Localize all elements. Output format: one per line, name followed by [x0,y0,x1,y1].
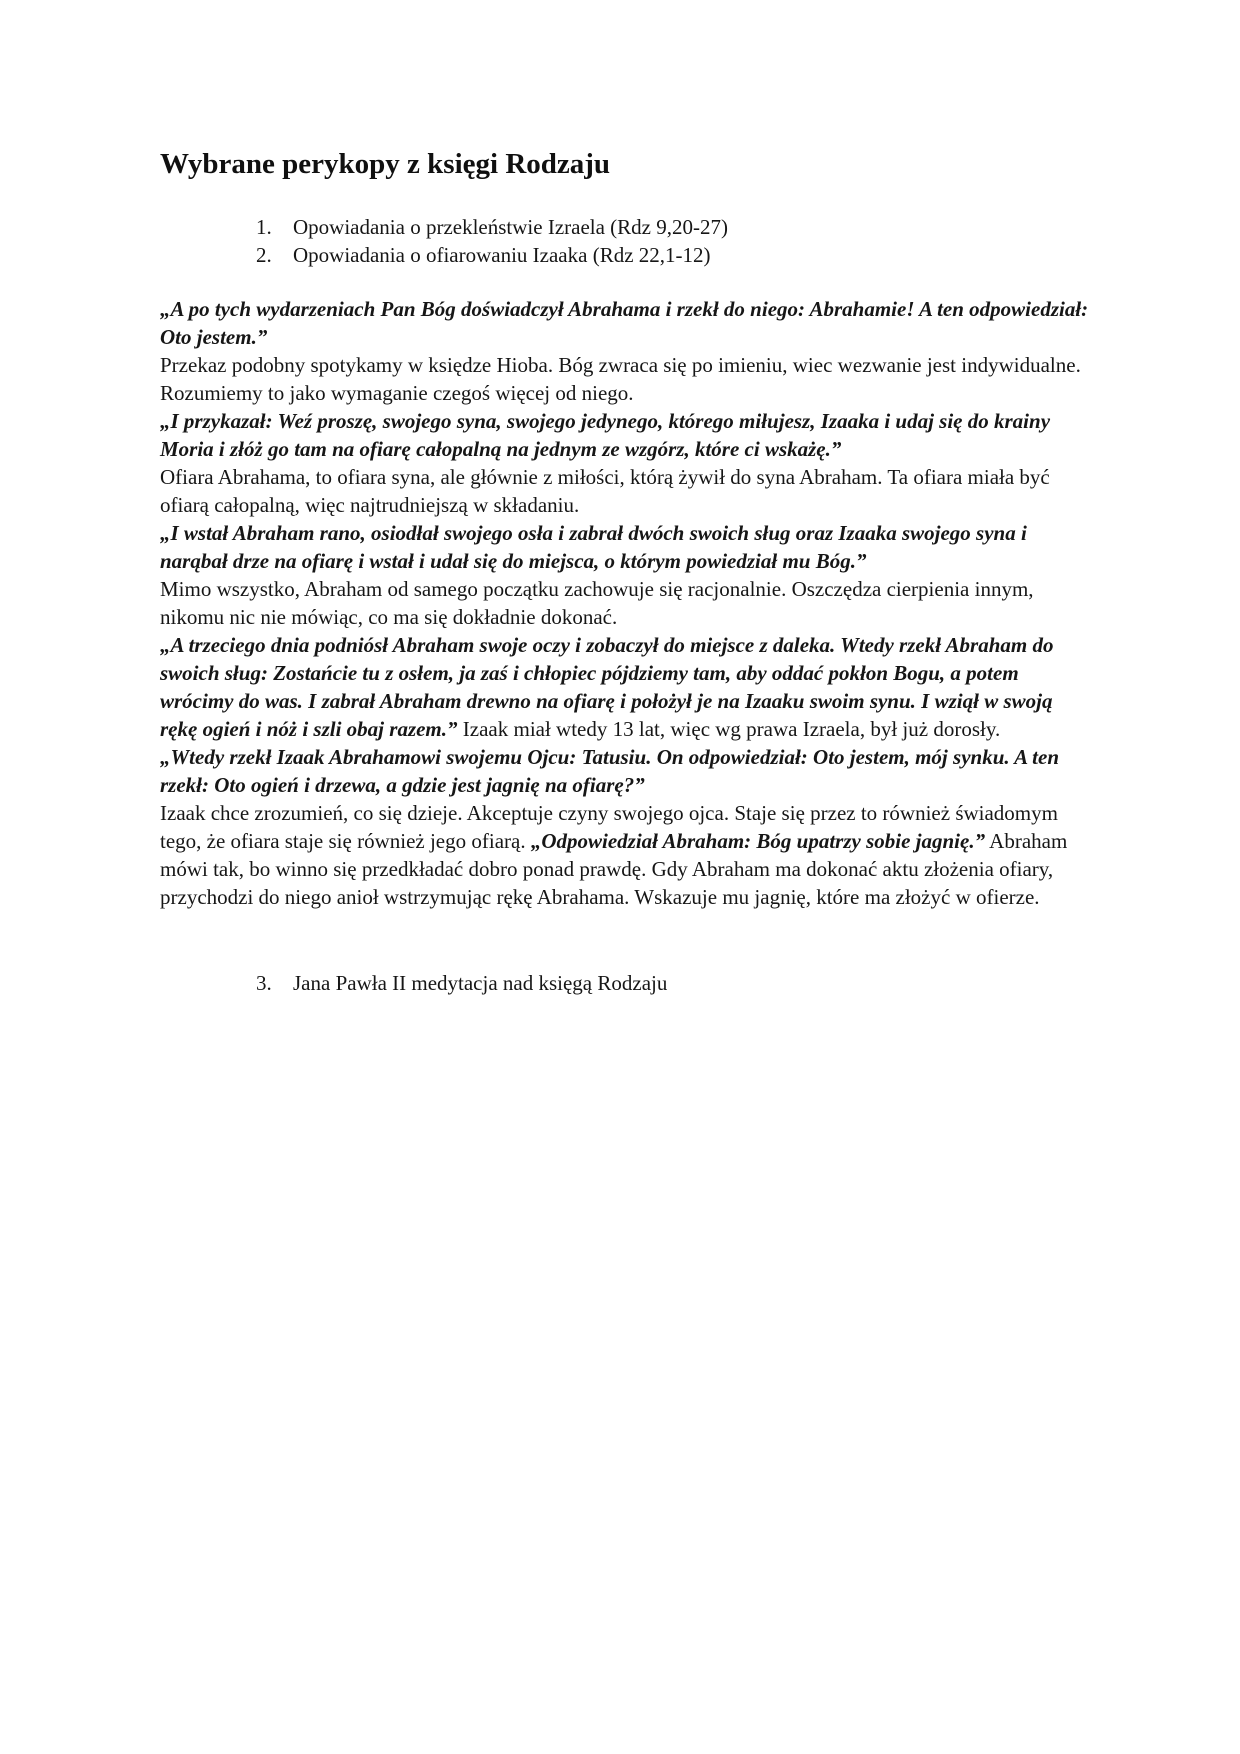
list-item-text: Opowiadania o ofiarowaniu Izaaka (Rdz 22,1-12) [293,243,711,267]
list-item [256,213,1092,241]
scripture-quote-text: „A trzeciego dnia podniósł Abraham swoje oczy i zobaczył do miejsce z daleka. Wtedy rzekł Abraham do swoich sług: Zostańcie tu z osłem, ja zaś i chłopiec pójdziemy tam, aby oddać pokłon Bogu, a potem wrócimy do was. I zabrał Abraham drewno na ofiarę i położył je na Izaaku swoim synu. I wziął w swoją rękę ogień i nóż i szli obaj razem.” [160,633,1054,741]
list-item [256,241,1092,269]
commentary-text: Abraham mówi tak, bo winno się przedkładać dobro ponad prawdę. Gdy Abraham ma dokonać aktu złożenia ofiary, przychodzi do niego anioł wstrzymując rękę Abrahama. Wskazuje mu jagnię, które ma złożyć w ofierze. [160,829,1068,909]
body-paragraph [160,799,1092,911]
body-paragraph [160,575,1092,631]
scripture-quote-text: „A po tych wydarzeniach Pan Bóg doświadczył Abrahama i rzekł do niego: Abrahamie! A ten odpowiedział: Oto jestem.” [160,297,1089,349]
list-item-text: Opowiadania o przekleństwie Izraela (Rdz 9,20-27) [293,215,728,239]
body-paragraph [160,407,1092,463]
commentary-text: Izaak miał wtedy 13 lat, więc wg prawa Izraela, był już dorosły. [457,717,1001,741]
list-item-number: 1. [256,215,272,239]
body-paragraph [160,295,1092,351]
list-item-number: 2. [256,243,272,267]
document-title: Wybrane perykopy z księgi Rodzaju [160,148,611,180]
commentary-text: Przekaz podobny spotykamy w księdze Hioba. Bóg zwraca się po imieniu, wiec wezwanie jest indywidualne. Rozumiemy to jako wymaganie czegoś więcej od niego. [160,353,1081,405]
scripture-quote-text: „I przykazał: Weź proszę, swojego syna, swojego jedynego, którego miłujesz, Izaaka i udaj się do krainy Moria i złóż go tam na ofiarę całopalną na jednym ze wzgórz, które ci wskażę.” [160,409,1051,461]
scripture-quote-text: „Odpowiedział Abraham: Bóg upatrzy sobie jagnię.” [530,829,986,853]
body-paragraph [160,519,1092,575]
scripture-quote-text: „Wtedy rzekł Izaak Abrahamowi swojemu Ojcu: Tatusiu. On odpowiedział: Oto jestem, mój synku. A ten rzekł: Oto ogień i drzewa, a gdzie jest jagnię na ofiarę?” [160,745,1060,797]
scripture-quote-text: „I wstał Abraham rano, osiodłał swojego osła i zabrał dwóch swoich sług oraz Izaaka swojego syna i narąbał drze na ofiarę i wstał i udał się do miejsca, o którym powiedział mu Bóg.” [160,521,1027,573]
body-paragraph [160,743,1092,799]
body-paragraph [160,631,1092,743]
list-item-number: 3. [256,971,272,995]
commentary-text: Izaak chce zrozumień, co się dzieje. Akceptuje czyny swojego ojca. Staje się przez to również świadomym tego, że ofiara staje się również jego ofiarą. [160,801,1058,853]
commentary-text: Mimo wszystko, Abraham od samego początku zachowuje się racjonalnie. Oszczędza cierpienia innym, nikomu nic nie mówiąc, co ma się dokładnie dokonać. [160,577,1034,629]
pericope-list [256,213,1092,269]
body-paragraph [160,351,1092,407]
list-item-text: Jana Pawła II medytacja nad księgą Rodzaju [293,971,668,995]
commentary-text: Ofiara Abrahama, to ofiara syna, ale głównie z miłości, którą żywił do syna Abraham. Ta ofiara miała być ofiarą całopalną, więc najtrudniejszą w składaniu. [160,465,1050,517]
list-item [256,969,1092,997]
document-body-text [160,295,1092,911]
body-paragraph [160,463,1092,519]
